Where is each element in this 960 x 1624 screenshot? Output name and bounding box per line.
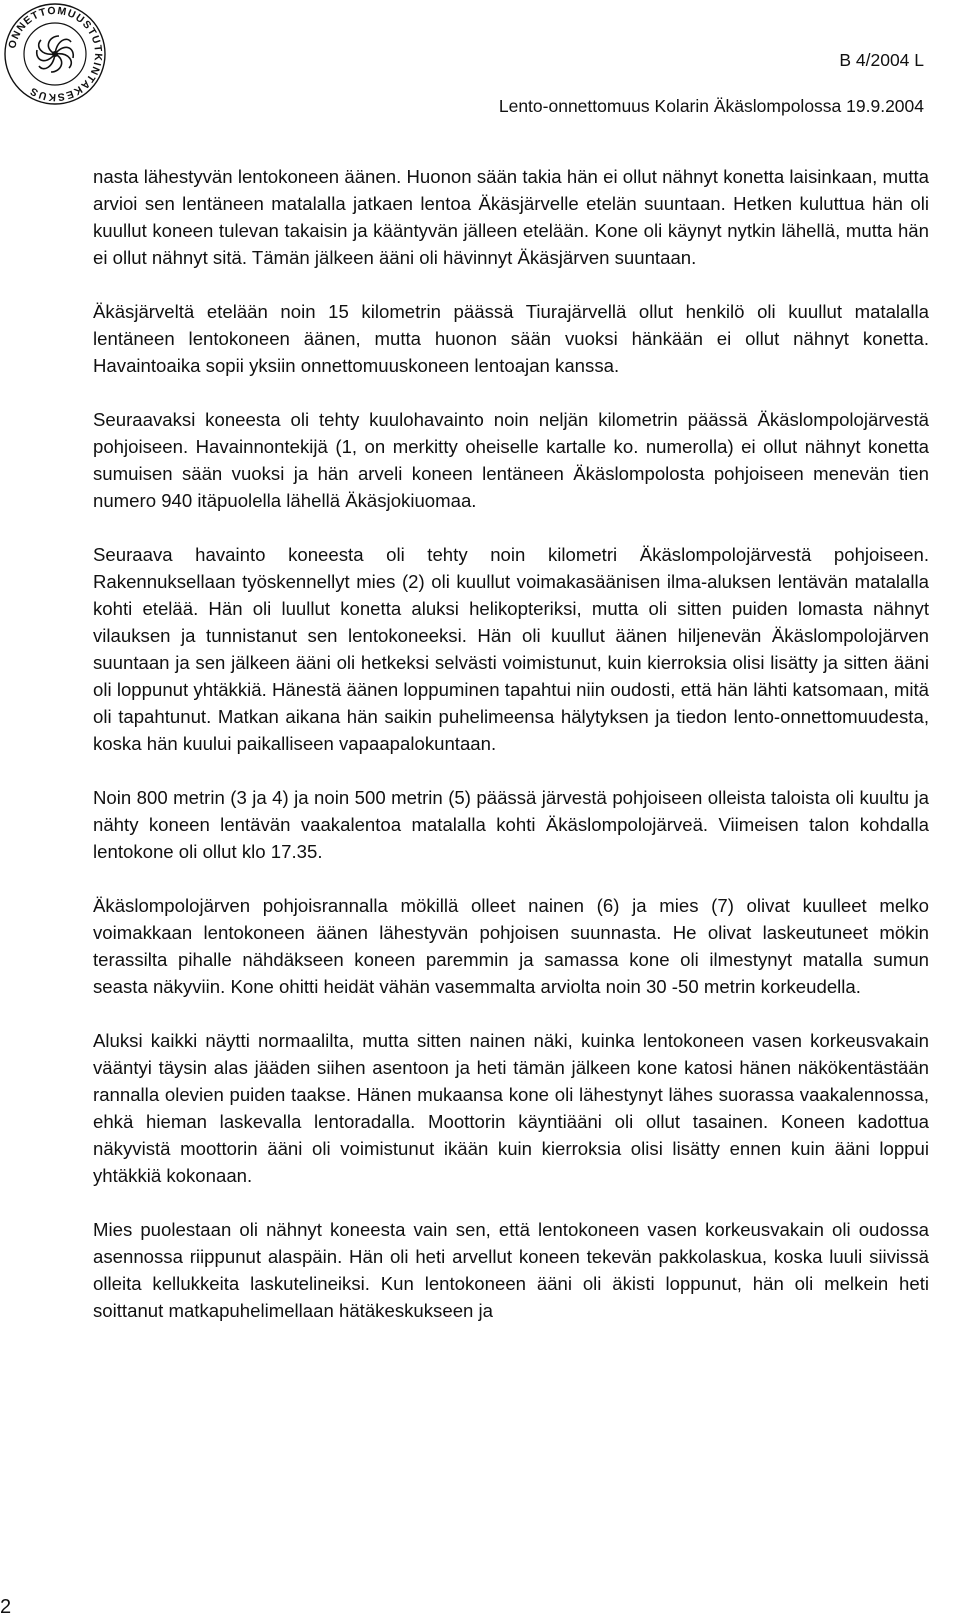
report-code: B 4/2004 L [839, 50, 924, 70]
paragraph: Äkäslompolojärven pohjoisrannalla mökillä olleet nainen (6) ja mies (7) olivat kuulleet melko voimakkaan lentokoneen äänen lähestyvän pohjoisen suunnasta. He olivat laskeutuneet mökin terassilta pihalle nähdäkseen koneen paremmin ja samassa kone oli ilmestynyt matalla sumun seasta näkyviin. Kone ohitti heidät vähän vasemmalta arviolta noin 30 -50 metrin korkeudella. [93, 895, 929, 997]
page-number: 2 [0, 1596, 12, 1618]
paragraph: Äkäsjärveltä etelään noin 15 kilometrin päässä Tiurajärvellä ollut henkilö oli kuullut matalalla lentäneen lentokoneen äänen, mutta huonon sään vuoksi hänkään ei ollut nähnyt konetta. Havaintoaika sopii yksiin onnettomuuskoneen lentoajan kanssa. [93, 301, 929, 376]
report-title: Lento-onnettomuus Kolarin Äkäslompolossa 19.9.2004 [498, 96, 924, 116]
logo-ring-text: ONNETTOMUUSTUTKINTAKESKUS [6, 4, 105, 104]
paragraph: Noin 800 metrin (3 ja 4) ja noin 500 metrin (5) päässä järvestä pohjoiseen olleista taloista oli kuultu ja nähty koneen lentävän vaakalentoa matalalla kohti Äkäslompolojärveä. Viimeisen talon kohdalla lentokone oli ollut klo 17.35. [93, 787, 929, 862]
paragraph: Seuraava havainto koneesta oli tehty noin kilometri Äkäslompolojärvestä pohjoiseen. Rakennuksellaan työskennellyt mies (2) oli kuullut voimakasäänisen ilma-aluksen lentävän matalalla kohti etelää. Hän oli luullut konetta aluksi helikopteriksi, mutta oli sitten puiden lomasta nähnyt vilauksen ja tunnistanut sen lentokoneeksi. Hän oli kuullut äänen hiljenevän Äkäslompolojärven suuntaan ja sen jälkeen ääni oli hetkeksi selvästi voimistunut, kuin kierroksia olisi lisätty ja sitten ääni oli loppunut yhtäkkiä. Hänestä äänen loppuminen tapahtui niin oudosti, että hän lähti katsomaan, mitä oli tapahtunut. Matkan aikana hän saikin puhelimeensa hälytyksen ja tiedon lento-onnettomuudesta, koska hän kuului paikalliseen vapaapalokuntaan. [93, 544, 929, 754]
agency-seal-icon [3, 2, 107, 106]
agency-logo [3, 2, 107, 106]
paragraph: Aluksi kaikki näytti normaalilta, mutta sitten nainen näki, kuinka lentokoneen vasen korkeusvakain vääntyi täysin alas jääden siihen asentoon ja heti tämän jälkeen kone katosi hänen näkökentästään rannalla olevien puiden taakse. Hänen mukaansa kone oli lähestynyt lähes suorassa vaakalennossa, ehkä hieman laskevalla lentoradalla. Moottorin käyntiääni oli ollut tasainen. Koneen kadottua näkyvistä moottorin ääni oli voimistunut ikään kuin kierroksia olisi lisätty ennen kuin ääni loppui yhtäkkiä kokonaan. [93, 1030, 929, 1186]
paragraph: Seuraavaksi koneesta oli tehty kuulohavainto noin neljän kilometrin päässä Äkäslompolojärvestä pohjoiseen. Havainnontekijä (1, on merkitty oheiselle kartalle ko. numerolla) ei ollut nähnyt konetta sumuisen sään vuoksi ja hän arveli koneen lentäneen Äkäslompolosta pohjoiseen menevän tien numero 940 itäpuolella lähellä Äkäsjokiuomaa. [93, 409, 929, 511]
paragraph: nasta lähestyvän lentokoneen äänen. Huonon sään takia hän ei ollut nähnyt konetta laisinkaan, mutta arvioi sen lentäneen matalalla jatkaen lentoa Äkäsjärvelle etelän suuntaan. Hetken kuluttua hän oli kuullut koneen tulevan takaisin ja kääntyvän jälleen etelään. Kone oli käynyt nytkin lähellä, mutta hän ei ollut nähnyt sitä. Tämän jälkeen ääni oli hävinnyt Äkäsjärven suuntaan. [93, 166, 929, 268]
report-body [93, 163, 929, 1351]
paragraph: Mies puolestaan oli nähnyt koneesta vain sen, että lentokoneen vasen korkeusvakain oli oudossa asennossa riippunut alaspäin. Hän oli heti arvellut koneen tekevän pakkolaskua, koska luuli siivissä olleita kellukkeita laskutelineiksi. Kun lentokoneen ääni oli äkisti loppunut, hän oli melkein heti soittanut matkapuhelimellaan hätäkeskukseen ja [93, 1219, 929, 1321]
